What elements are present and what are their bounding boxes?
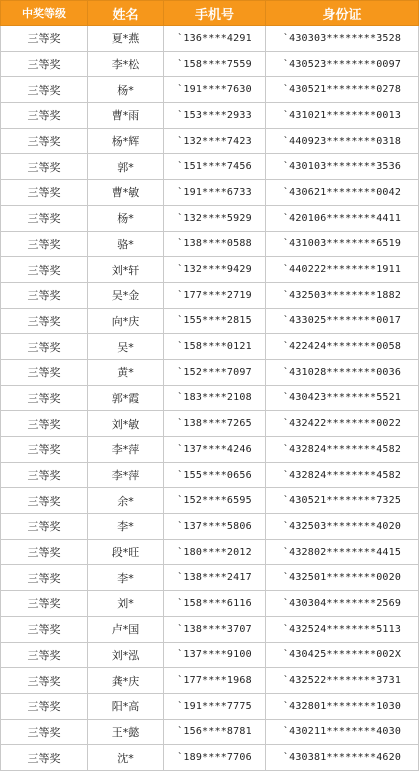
- cell-name: 李*松: [88, 51, 164, 77]
- cell-phone: `152****6595: [164, 488, 266, 514]
- cell-name: 吴*金: [88, 282, 164, 308]
- cell-name: 卢*国: [88, 616, 164, 642]
- cell-name: 余*: [88, 488, 164, 514]
- cell-name: 刘*: [88, 591, 164, 617]
- cell-phone: `137****4246: [164, 437, 266, 463]
- cell-id-card: `422424********0058: [266, 334, 419, 360]
- cell-prize-level: 三等奖: [1, 693, 88, 719]
- table-row: [1, 591, 419, 617]
- cell-id-card: `430521********7325: [266, 488, 419, 514]
- table-row: [1, 231, 419, 257]
- table-row: [1, 745, 419, 771]
- header-row: [1, 1, 419, 26]
- table-row: [1, 719, 419, 745]
- table-row: [1, 154, 419, 180]
- cell-prize-level: 三等奖: [1, 411, 88, 437]
- cell-id-card: `431003********6519: [266, 231, 419, 257]
- table-row: [1, 411, 419, 437]
- cell-phone: `138****3707: [164, 616, 266, 642]
- cell-name: 李*: [88, 514, 164, 540]
- cell-phone: `191****7630: [164, 77, 266, 103]
- cell-prize-level: 三等奖: [1, 668, 88, 694]
- cell-phone: `191****6733: [164, 180, 266, 206]
- cell-name: 杨*: [88, 205, 164, 231]
- table-row: [1, 51, 419, 77]
- cell-phone: `156****8781: [164, 719, 266, 745]
- cell-name: 曹*敏: [88, 180, 164, 206]
- cell-id-card: `430303********3528: [266, 26, 419, 52]
- cell-id-card: `430381********4620: [266, 745, 419, 771]
- cell-id-card: `432824********4582: [266, 462, 419, 488]
- table-row: [1, 514, 419, 540]
- table-row: [1, 282, 419, 308]
- cell-name: 郭*霞: [88, 385, 164, 411]
- cell-id-card: `432503********1882: [266, 282, 419, 308]
- cell-prize-level: 三等奖: [1, 616, 88, 642]
- cell-prize-level: 三等奖: [1, 282, 88, 308]
- cell-name: 骆*: [88, 231, 164, 257]
- cell-phone: `191****7775: [164, 693, 266, 719]
- cell-name: 吴*: [88, 334, 164, 360]
- cell-phone: `136****4291: [164, 26, 266, 52]
- table-header: [1, 1, 419, 26]
- cell-phone: `158****7559: [164, 51, 266, 77]
- cell-name: 沈*: [88, 745, 164, 771]
- cell-prize-level: 三等奖: [1, 539, 88, 565]
- cell-phone: `138****7265: [164, 411, 266, 437]
- cell-phone: `177****1968: [164, 668, 266, 694]
- table-row: [1, 180, 419, 206]
- cell-id-card: `430523********0097: [266, 51, 419, 77]
- cell-name: 郭*: [88, 154, 164, 180]
- cell-phone: `158****6116: [164, 591, 266, 617]
- cell-name: 段*旺: [88, 539, 164, 565]
- cell-phone: `132****9429: [164, 257, 266, 283]
- cell-prize-level: 三等奖: [1, 565, 88, 591]
- cell-name: 刘*敏: [88, 411, 164, 437]
- cell-phone: `177****2719: [164, 282, 266, 308]
- cell-prize-level: 三等奖: [1, 359, 88, 385]
- cell-name: 李*萍: [88, 462, 164, 488]
- cell-prize-level: 三等奖: [1, 642, 88, 668]
- cell-id-card: `430423********5521: [266, 385, 419, 411]
- cell-prize-level: 三等奖: [1, 488, 88, 514]
- table-row: [1, 437, 419, 463]
- cell-prize-level: 三等奖: [1, 257, 88, 283]
- cell-phone: `189****7706: [164, 745, 266, 771]
- cell-id-card: `432824********4582: [266, 437, 419, 463]
- cell-name: 龚*庆: [88, 668, 164, 694]
- cell-id-card: `432801********1030: [266, 693, 419, 719]
- cell-phone: `155****0656: [164, 462, 266, 488]
- table-row: [1, 257, 419, 283]
- cell-prize-level: 三等奖: [1, 154, 88, 180]
- cell-phone: `152****7097: [164, 359, 266, 385]
- cell-phone: `158****0121: [164, 334, 266, 360]
- cell-prize-level: 三等奖: [1, 334, 88, 360]
- cell-id-card: `420106********4411: [266, 205, 419, 231]
- table-row: [1, 103, 419, 129]
- cell-phone: `138****0588: [164, 231, 266, 257]
- cell-id-card: `440222********1911: [266, 257, 419, 283]
- cell-name: 刘*泓: [88, 642, 164, 668]
- table-row: [1, 462, 419, 488]
- cell-id-card: `431021********0013: [266, 103, 419, 129]
- cell-id-card: `430425********002X: [266, 642, 419, 668]
- header-name: 姓名: [88, 1, 164, 26]
- cell-phone: `137****9100: [164, 642, 266, 668]
- header-id-card: 身份证: [266, 1, 419, 26]
- cell-name: 刘*轩: [88, 257, 164, 283]
- table-row: [1, 205, 419, 231]
- cell-id-card: `432501********0020: [266, 565, 419, 591]
- cell-prize-level: 三等奖: [1, 128, 88, 154]
- cell-id-card: `432503********4020: [266, 514, 419, 540]
- table-row: [1, 77, 419, 103]
- cell-prize-level: 三等奖: [1, 719, 88, 745]
- cell-name: 杨*: [88, 77, 164, 103]
- cell-prize-level: 三等奖: [1, 205, 88, 231]
- cell-id-card: `430103********3536: [266, 154, 419, 180]
- cell-prize-level: 三等奖: [1, 514, 88, 540]
- cell-id-card: `433025********0017: [266, 308, 419, 334]
- table-row: [1, 668, 419, 694]
- cell-prize-level: 三等奖: [1, 437, 88, 463]
- cell-phone: `151****7456: [164, 154, 266, 180]
- cell-prize-level: 三等奖: [1, 745, 88, 771]
- table-row: [1, 334, 419, 360]
- cell-phone: `155****2815: [164, 308, 266, 334]
- cell-name: 杨*辉: [88, 128, 164, 154]
- table-row: [1, 308, 419, 334]
- cell-prize-level: 三等奖: [1, 51, 88, 77]
- header-phone: 手机号: [164, 1, 266, 26]
- table-row: [1, 642, 419, 668]
- cell-name: 夏*燕: [88, 26, 164, 52]
- cell-name: 阳*高: [88, 693, 164, 719]
- cell-name: 李*萍: [88, 437, 164, 463]
- cell-phone: `138****2417: [164, 565, 266, 591]
- table-body: [1, 26, 419, 771]
- cell-name: 王*懿: [88, 719, 164, 745]
- cell-prize-level: 三等奖: [1, 231, 88, 257]
- cell-phone: `132****7423: [164, 128, 266, 154]
- cell-name: 向*庆: [88, 308, 164, 334]
- cell-phone: `137****5806: [164, 514, 266, 540]
- cell-prize-level: 三等奖: [1, 180, 88, 206]
- cell-id-card: `432522********3731: [266, 668, 419, 694]
- cell-phone: `183****2108: [164, 385, 266, 411]
- table-row: [1, 26, 419, 52]
- table-row: [1, 488, 419, 514]
- cell-id-card: `432422********0022: [266, 411, 419, 437]
- cell-prize-level: 三等奖: [1, 103, 88, 129]
- table-row: [1, 693, 419, 719]
- cell-prize-level: 三等奖: [1, 26, 88, 52]
- cell-id-card: `430521********0278: [266, 77, 419, 103]
- cell-prize-level: 三等奖: [1, 77, 88, 103]
- cell-prize-level: 三等奖: [1, 462, 88, 488]
- cell-id-card: `430304********2569: [266, 591, 419, 617]
- cell-id-card: `430211********4030: [266, 719, 419, 745]
- cell-prize-level: 三等奖: [1, 308, 88, 334]
- cell-name: 李*: [88, 565, 164, 591]
- cell-id-card: `432802********4415: [266, 539, 419, 565]
- cell-prize-level: 三等奖: [1, 385, 88, 411]
- table-row: [1, 539, 419, 565]
- cell-phone: `153****2933: [164, 103, 266, 129]
- cell-id-card: `430621********0042: [266, 180, 419, 206]
- table-row: [1, 128, 419, 154]
- cell-id-card: `431028********0036: [266, 359, 419, 385]
- table-row: [1, 565, 419, 591]
- cell-name: 黄*: [88, 359, 164, 385]
- header-prize-level: 中奖等级: [1, 1, 88, 26]
- cell-phone: `132****5929: [164, 205, 266, 231]
- table-row: [1, 359, 419, 385]
- cell-id-card: `432524********5113: [266, 616, 419, 642]
- cell-phone: `180****2012: [164, 539, 266, 565]
- cell-id-card: `440923********0318: [266, 128, 419, 154]
- table-row: [1, 616, 419, 642]
- cell-name: 曹*雨: [88, 103, 164, 129]
- table-row: [1, 385, 419, 411]
- cell-prize-level: 三等奖: [1, 591, 88, 617]
